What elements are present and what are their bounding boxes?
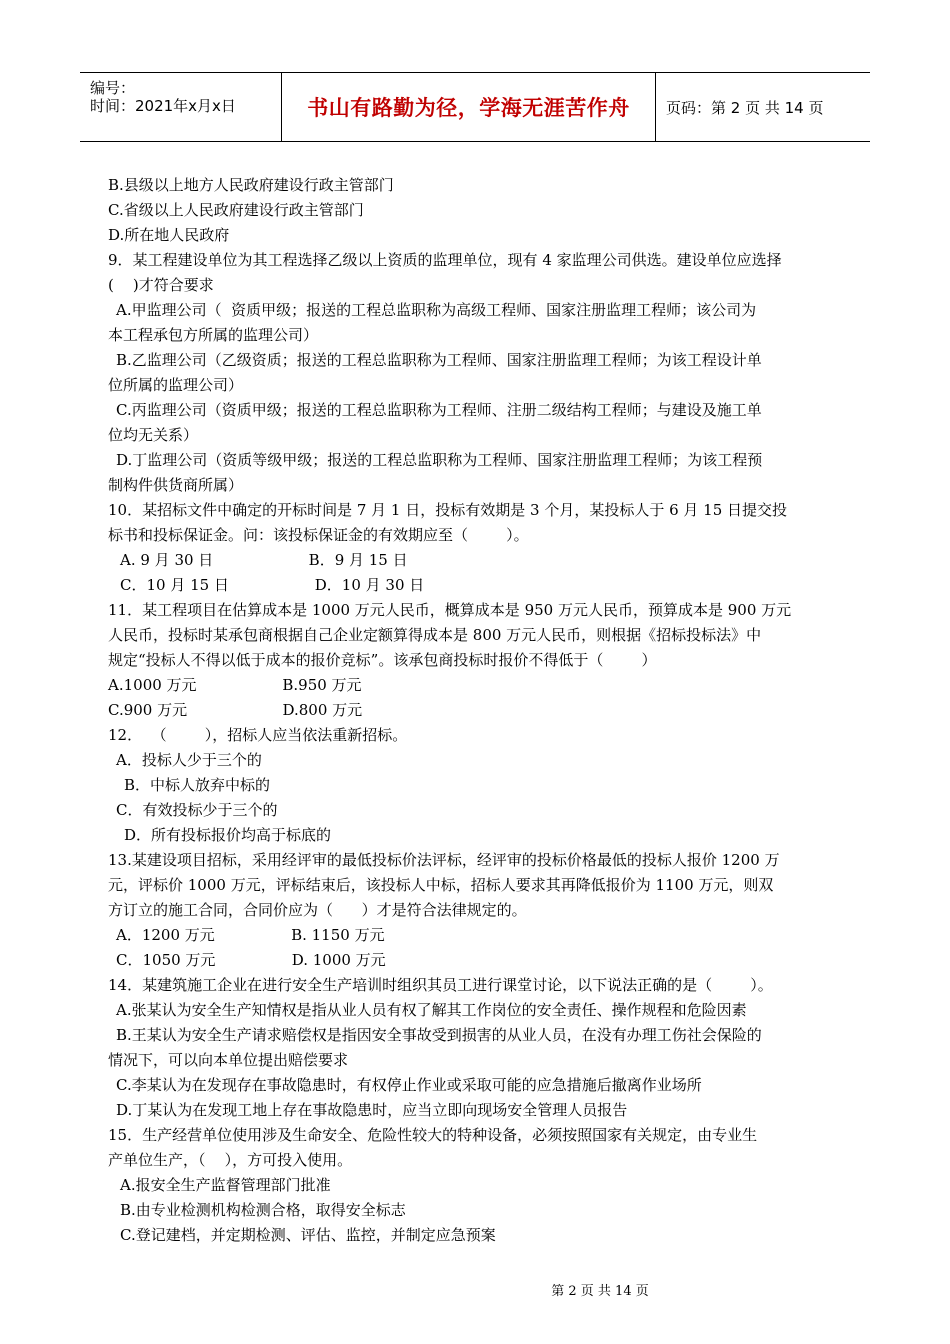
text-line: A.张某认为安全生产知情权是指从业人员有权了解其工作岗位的安全责任、操作规程和危险因素 [116,1001,747,1019]
text-line: 13.某建设项目招标，采用经评审的最低投标价法评标，经评审的投标价格最低的投标人报价 1200 万 [108,851,780,869]
text-line: 15．生产经营单位使用涉及生命安全、危险性较大的特种设备，必须按照国家有关规定，由专业生 [108,1126,758,1144]
page-header [80,72,870,142]
header-meta [80,73,282,141]
text-line: C．10 月 15 日 D．10 月 30 日 [120,576,425,594]
text-line: B.乙监理公司（乙级资质；报送的工程总监职称为工程师、国家注册监理工程师；为该工程设计单 [116,351,762,369]
text-line: A．1200 万元 B. 1150 万元 [116,926,385,944]
text-line: 位所属的监理公司） [108,376,244,394]
text-line: 情况下，可以向本单位提出赔偿要求 [108,1051,349,1069]
text-line: C.省级以上人民政府建设行政主管部门 [108,201,364,219]
text-line: C.900 万元 D.800 万元 [108,701,363,719]
text-line: 14．某建筑施工企业在进行安全生产培训时组织其员工进行课堂讨论，以下说法正确的是（ ）。 [108,976,773,994]
text-line: 11．某工程项目在估算成本是 1000 万元人民币，概算成本是 950 万元人民币，预算成本是 900 万元 [108,601,792,619]
text-line: 制构件供货商所属） [108,476,244,494]
text-line: D.丁监理公司（资质等级甲级；报送的工程总监职称为工程师、国家注册监理工程师；为该工程预 [116,451,763,469]
text-line: B．中标人放弃中标的 [124,776,271,794]
text-line: C．1050 万元 D. 1000 万元 [116,951,386,969]
text-line: 位均无关系） [108,426,199,444]
text-line: A.1000 万元 B.950 万元 [108,676,362,694]
text-line: B.王某认为安全生产请求赔偿权是指因安全事故受到损害的从业人员，在没有办理工伤社会保险的 [116,1026,762,1044]
text-line: C．有效投标少于三个的 [116,801,278,819]
text-line: 12． （ ），招标人应当依法重新招标。 [108,726,408,744]
text-line: C.登记建档，并定期检测、评估、监控，并制定应急预案 [120,1226,496,1244]
text-line: 方订立的施工合同，合同价应为（ ）才是符合法律规定的。 [108,901,527,919]
text-line: B.由专业检测机构检测合格，取得安全标志 [120,1201,406,1219]
text-line: 9．某工程建设单位为其工程选择乙级以上资质的监理单位，现有 4 家监理公司供选。建设单位应选择 [108,251,782,269]
header-page-number: 页码：第 2 页 共 14 页 [666,98,824,117]
text-line: 元，评标价 1000 万元，评标结束后，该投标人中标，招标人要求其再降低报价为 1100 万元，则双 [108,876,774,894]
text-line: B.县级以上地方人民政府建设行政主管部门 [108,176,394,194]
text-line: A.甲监理公司（ 资质甲级；报送的工程总监职称为高级工程师、国家注册监理工程师；该公司为 [116,301,757,319]
text-line: D．所有投标报价均高于标底的 [124,826,332,844]
text-line: C.丙监理公司（资质甲级；报送的工程总监职称为工程师、注册二级结构工程师；与建设及施工单 [116,401,762,419]
text-line: 规定“投标人不得以低于成本的报价竞标”。该承包商投标时报价不得低于（ ） [108,651,657,669]
text-line: 标书和投标保证金。问：该投标保证金的有效期应至（ ）。 [108,526,529,544]
page-footer: 第 2 页 共 14 页 [551,1284,649,1299]
header-motto: 书山有路勤为径，学海无涯苦作舟 [282,73,656,141]
text-line: D.所在地人民政府 [108,226,230,244]
document-time-label: 时间：2021年x月x日 [90,97,236,115]
text-line: C.李某认为在发现存在事故隐患时，有权停止作业或采取可能的应急措施后撤离作业场所 [116,1076,702,1094]
text-line: ( )才符合要求 [108,276,214,294]
document-number-label: 编号： [90,79,136,97]
text-line: 10．某招标文件中确定的开标时间是 7 月 1 日，投标有效期是 3 个月，某投标人于 6 月 15 日提交投 [108,501,788,519]
text-line: 人民币，投标时某承包商根据自己企业定额算得成本是 800 万元人民币，则根据《招标投标法》中 [108,626,762,644]
text-line: 产单位生产，（ ），方可投入使用。 [108,1151,353,1169]
text-line: A．投标人少于三个的 [116,751,262,769]
document-body [108,173,848,1248]
text-line: A.报安全生产监督管理部门批准 [120,1176,331,1194]
text-line: A. 9 月 30 日 B．9 月 15 日 [120,551,408,569]
text-line: D.丁某认为在发现工地上存在事故隐患时，应当立即向现场安全管理人员报告 [116,1101,628,1119]
text-line: 本工程承包方所属的监理公司） [108,326,319,344]
